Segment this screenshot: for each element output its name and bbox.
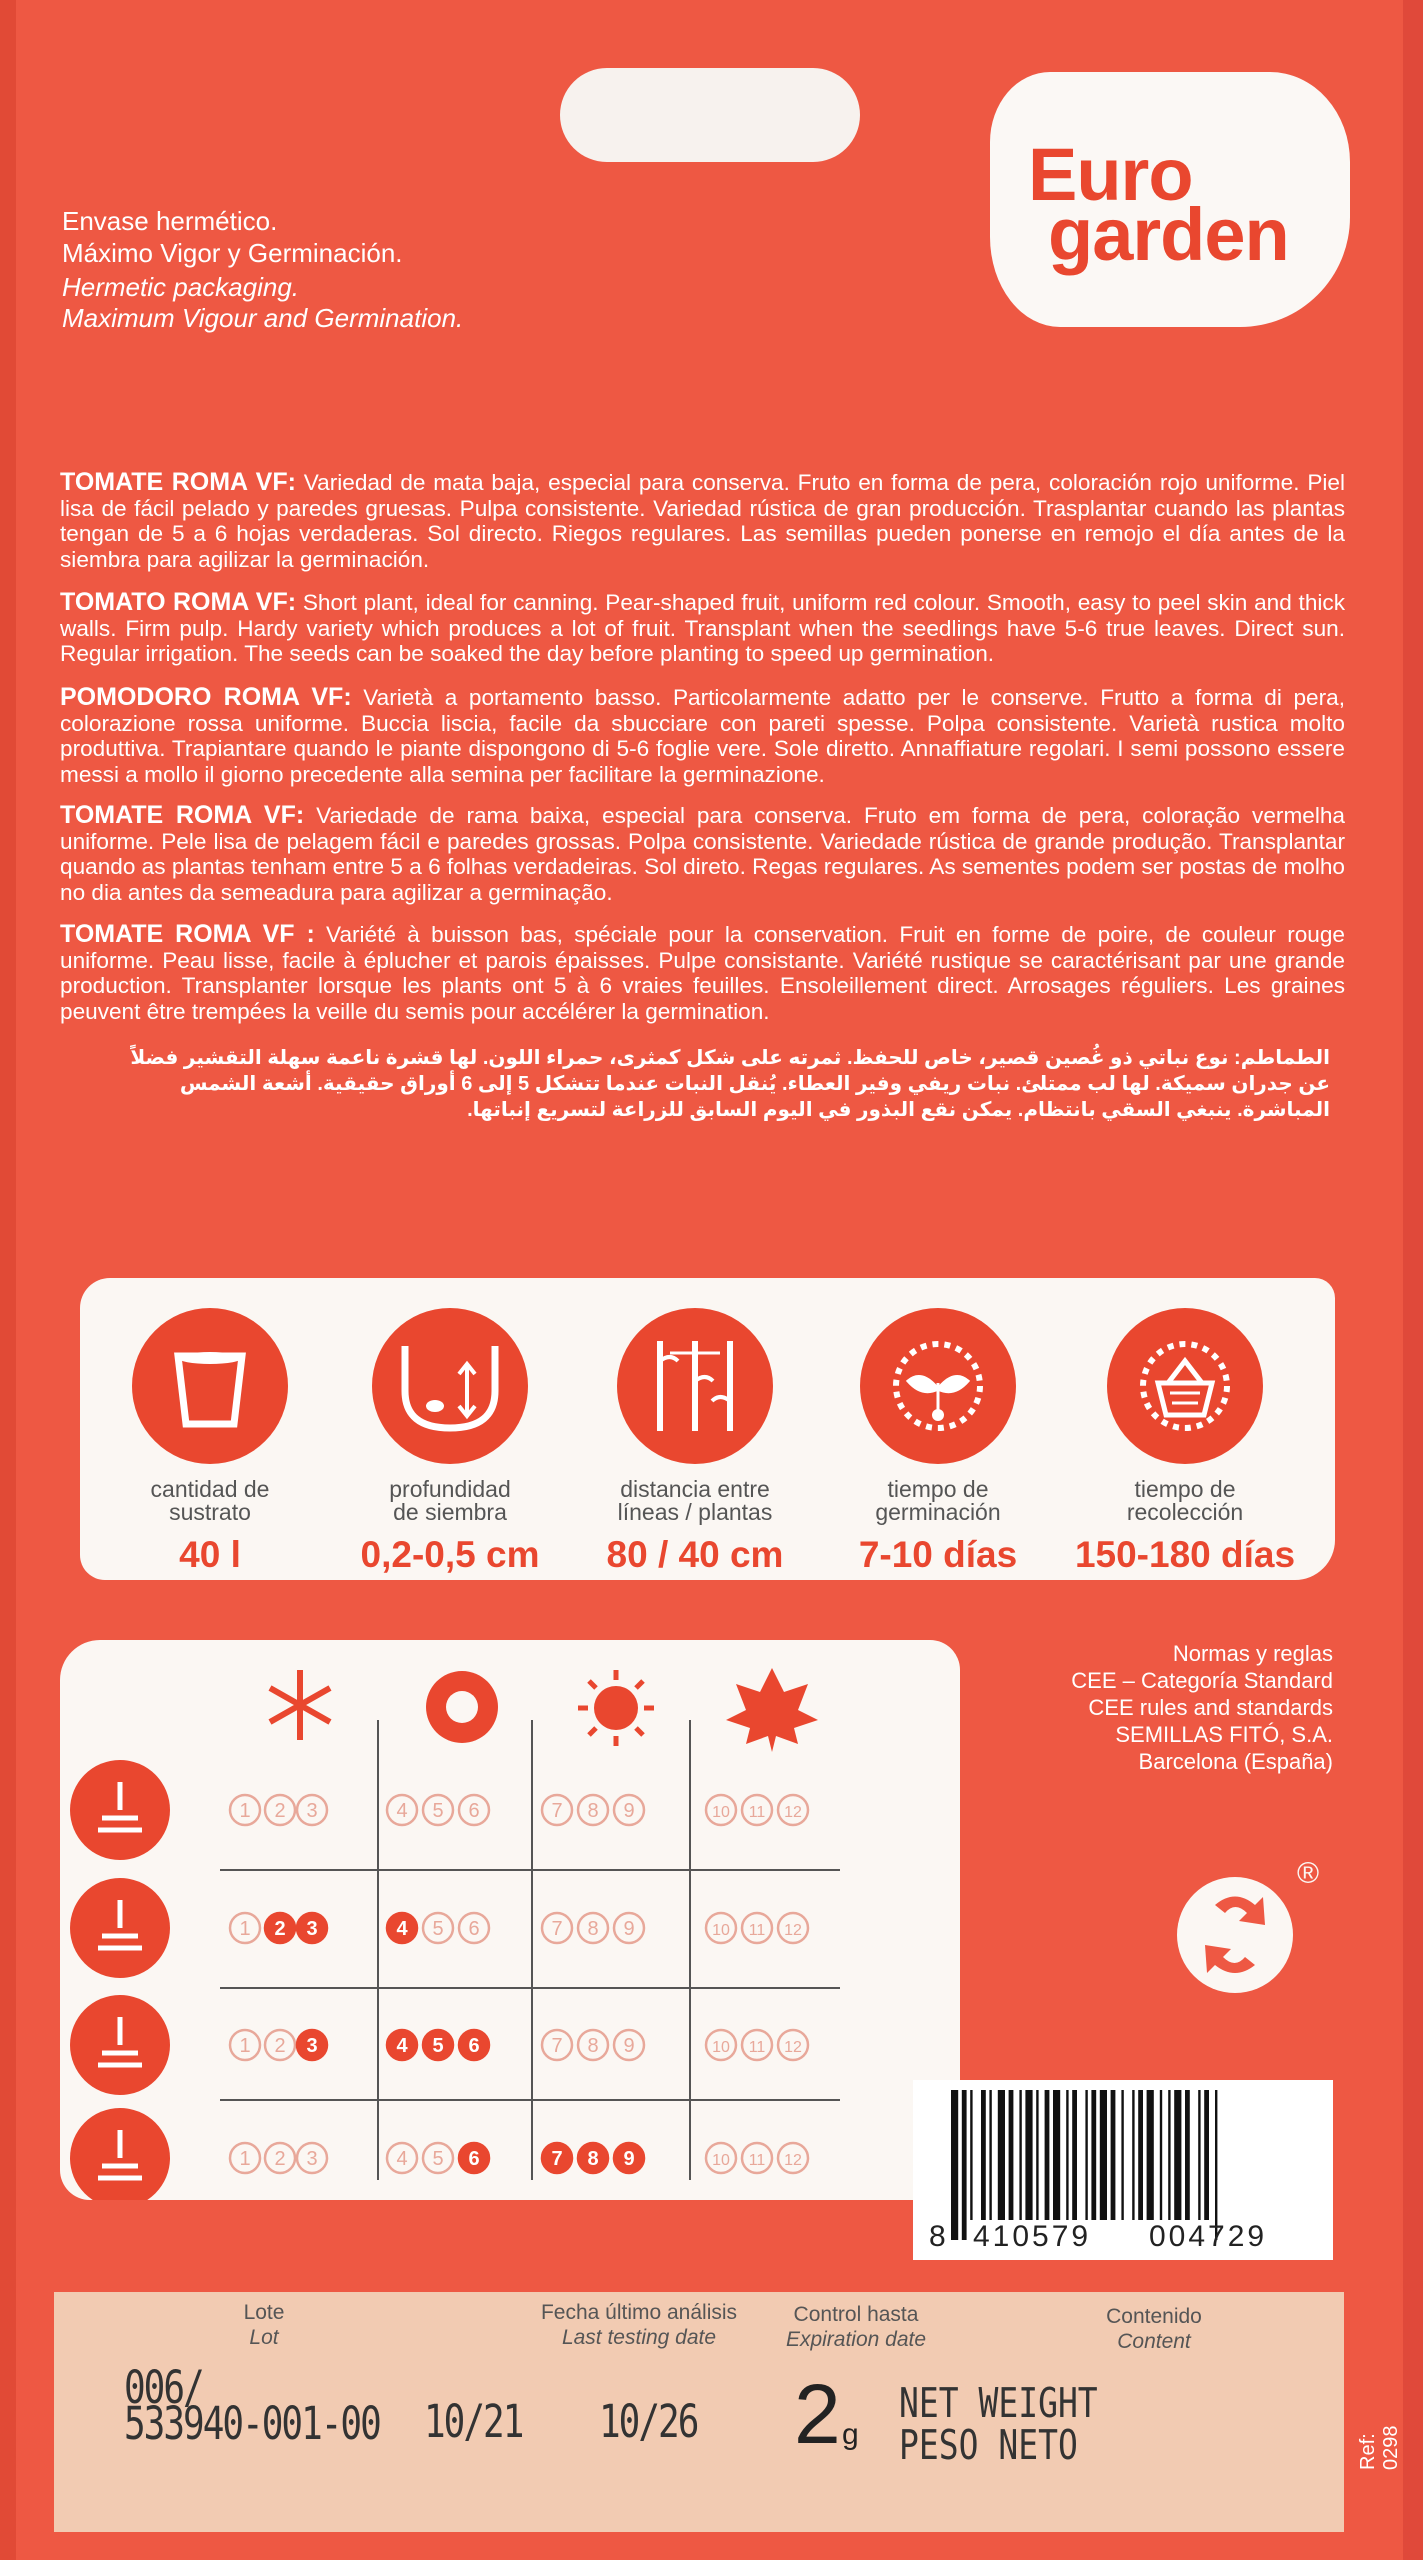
month-cell xyxy=(706,1913,736,1943)
month-number: 1 xyxy=(239,1918,251,1940)
month-cell xyxy=(778,1795,808,1825)
info-germination xyxy=(818,1308,1058,1576)
month-number: 1 xyxy=(239,2035,251,2057)
winter-snowflake-icon xyxy=(270,1670,330,1740)
description-title: TOMATE ROMA VF: xyxy=(60,468,296,496)
month-cell xyxy=(542,2030,572,2060)
description-text: Variedade de rama baixa, especial para conserva. Fruto em forma de pera, coloração vermelha uniforme. Pele lisa de pelagem fácil e paredes grossas. Polpa consistente. Variedade rústica de grande produção. Transplantar quando as plantas tenham entre 5 a 6 folhas verdadeiras. Sol direto. Regas regulares. As sementes podem ser postas de molho no dia antes da semeadura para agilizar a germinação. xyxy=(60,803,1345,905)
barcode-bar xyxy=(1132,2090,1134,2220)
barcode-bar xyxy=(1053,2090,1060,2220)
info-value: 7-10 días xyxy=(858,1534,1018,1575)
barcode-bar xyxy=(962,2090,967,2240)
info-label: de siembra xyxy=(393,1499,507,1525)
month-number: 7 xyxy=(551,2035,563,2057)
month-cell xyxy=(614,2030,644,2060)
barcode-bar xyxy=(1215,2090,1217,2240)
norms-line: CEE rules and standards xyxy=(1088,1695,1333,1720)
barcode-bar xyxy=(1174,2090,1181,2220)
barcode-bar xyxy=(1072,2090,1077,2220)
content-label-en: Content xyxy=(1117,2330,1191,2353)
info-label: tiempo de xyxy=(887,1476,989,1502)
month-number: 1 xyxy=(239,1800,251,1822)
info-value: 40 l xyxy=(179,1534,241,1575)
barcode-bar xyxy=(1045,2090,1050,2220)
norms-line: Normas y reglas xyxy=(1172,1641,1333,1666)
month-number: 9 xyxy=(623,1918,635,1940)
depth-icon xyxy=(372,1308,528,1464)
month-cell xyxy=(265,1913,295,1943)
month-cell xyxy=(423,2143,453,2173)
month-cell xyxy=(778,2143,808,2173)
lot-number-line1: 006/ xyxy=(124,2362,203,2414)
info-harvest xyxy=(1065,1308,1305,1576)
header-en-2: Maximum Vigour and Germination. xyxy=(62,303,464,333)
spring-flower-icon xyxy=(426,1671,498,1743)
month-number: 6 xyxy=(468,2035,480,2057)
month-number: 10 xyxy=(712,2039,730,2056)
month-number: 4 xyxy=(396,1918,408,1940)
info-label: distancia entre xyxy=(620,1476,770,1502)
month-cell xyxy=(578,2143,608,2173)
barcode-bar xyxy=(970,2090,972,2220)
norms-line: Barcelona (España) xyxy=(1138,1749,1333,1774)
month-cell xyxy=(265,2143,295,2173)
calendar-grid xyxy=(60,1640,960,2200)
barcode-bar xyxy=(1025,2090,1032,2220)
description-ar: الطماطم: نوع نباتي ذو غُصين قصير، خاص للحفظ. ثمرته على شكل كمثرى، حمراء اللون. لها قشرة ناعمة سهلة التقشير فضلاً عن جدران سميكة. لها لب ممتلئ. نبات ريفي وفير العطاء. يُنقل النبات عندما تتشكل 5 إلى 6 أوراق حقيقية. أشعة الشمس المباشرة. ينبغي السقي بانتظام. يمكن نقع البذور في اليوم السابق للزراعة لتسريع إنباتها. xyxy=(130,1047,1330,1121)
month-cell xyxy=(459,2143,489,2173)
description-fr xyxy=(60,922,1345,1024)
month-cell xyxy=(578,1913,608,1943)
barcode-bar xyxy=(1091,2090,1096,2220)
month-number: 4 xyxy=(396,1800,408,1822)
month-number: 9 xyxy=(623,1800,635,1822)
barcode-bar xyxy=(1204,2090,1209,2220)
barcode-digits-right: 004729 xyxy=(1149,2220,1268,2253)
month-number: 12 xyxy=(784,2039,802,2056)
info-spacing xyxy=(575,1308,815,1576)
month-cell xyxy=(387,1913,417,1943)
expiration-label-es: Control hasta xyxy=(793,2303,919,2326)
barcode-bar xyxy=(1168,2090,1170,2220)
month-number: 6 xyxy=(468,1800,480,1822)
description-text: Variété à buisson bas, spéciale pour la conservation. Fruit en forme de poire, de couleur rouge uniforme. Peau lisse, facile à éplucher et parois épaisses. Pulpe consistante. Variété rustique se caractérisant par une grande production. Transplanter lorsque les plants ont 5 à 6 vraies feuilles. Ensoleillement direct. Arrosages réguliers. Les graines peuvent être trempées la veille du semis pour accélérer la germination. xyxy=(60,922,1345,1024)
harvest-basket-icon xyxy=(70,2108,170,2200)
month-number: 4 xyxy=(396,2148,408,2170)
month-number: 3 xyxy=(306,1800,318,1822)
month-number: 9 xyxy=(623,2148,635,2170)
month-cell xyxy=(778,2030,808,2060)
transplant-icon xyxy=(70,1995,170,2095)
barcode-bar xyxy=(1138,2090,1143,2220)
logo-line1: Euro xyxy=(1028,133,1193,216)
month-number: 5 xyxy=(432,2148,444,2170)
testing-date-label-es: Fecha último análisis xyxy=(540,2301,738,2324)
month-cell xyxy=(614,2143,644,2173)
month-number: 8 xyxy=(587,2148,599,2170)
description-title: TOMATO ROMA VF: xyxy=(60,588,297,616)
month-number: 11 xyxy=(748,1804,766,1821)
month-cell xyxy=(297,1913,327,1943)
month-cell xyxy=(706,2143,736,2173)
right-seam xyxy=(1403,0,1423,2560)
month-number: 1 xyxy=(239,2148,251,2170)
month-cell xyxy=(542,2143,572,2173)
header-es-1: Envase hermético. xyxy=(62,206,278,236)
month-number: 8 xyxy=(587,1918,599,1940)
month-number: 3 xyxy=(306,2035,318,2057)
month-number: 5 xyxy=(432,2035,444,2057)
month-number: 10 xyxy=(712,2152,730,2169)
month-number: 9 xyxy=(623,2035,635,2057)
info-label: tiempo de xyxy=(1134,1476,1236,1502)
reference-code: Ref: 0298 xyxy=(1357,2425,1402,2470)
description-title: TOMATE ROMA VF: xyxy=(60,801,305,829)
norms-line: SEMILLAS FITÓ, S.A. xyxy=(1115,1722,1333,1747)
month-number: 7 xyxy=(551,2148,563,2170)
month-number: 11 xyxy=(748,2152,766,2169)
month-cell xyxy=(542,1795,572,1825)
month-number: 2 xyxy=(274,2035,286,2057)
description-text: Variedad de mata baja, especial para conserva. Fruto en forma de pera, coloración rojo uniforme. Piel lisa de fácil pelado y paredes gruesas. Pulpa consistente. Variedad rústica de gran producción. Trasplantar cuando las plantas tengan de 5 a 6 hojas verdaderas. Sol directo. Riegos regulares. Las semillas pueden ponerse en remojo el día antes de la siembra para agilizar la germinación. xyxy=(60,470,1345,572)
month-number: 10 xyxy=(712,1804,730,1821)
sowing-calendar xyxy=(60,1640,960,2200)
month-number: 8 xyxy=(587,2035,599,2057)
barcode-bar xyxy=(1036,2090,1038,2220)
barcode-bar xyxy=(981,2090,986,2220)
content-label xyxy=(1064,2304,1244,2354)
month-number: 11 xyxy=(748,2039,766,2056)
harvest-icon xyxy=(1107,1308,1263,1464)
seedbed-sowing-icon xyxy=(70,1878,170,1978)
month-number: 3 xyxy=(306,2148,318,2170)
month-number: 2 xyxy=(274,2148,286,2170)
month-cell xyxy=(230,1913,260,1943)
description-es xyxy=(60,470,1345,572)
month-cell xyxy=(742,2030,772,2060)
month-number: 12 xyxy=(784,2152,802,2169)
info-label: sustrato xyxy=(169,1499,251,1525)
barcode-bar xyxy=(1100,2090,1107,2220)
barcode-digit-prefix: 8 xyxy=(929,2220,946,2253)
spacing-icon xyxy=(617,1308,773,1464)
info-value: 150-180 días xyxy=(1074,1534,1296,1575)
month-number: 7 xyxy=(551,1800,563,1822)
net-weight-en: NET WEIGHT xyxy=(899,2378,1098,2427)
month-cell xyxy=(230,1795,260,1825)
content-label-es: Contenido xyxy=(1106,2305,1202,2328)
month-cell xyxy=(614,1913,644,1943)
weight-unit: g xyxy=(842,2418,859,2451)
info-label: profundidad xyxy=(389,1476,511,1502)
testing-date-label xyxy=(504,2300,774,2350)
header-es-2: Máximo Vigor y Germinación. xyxy=(62,238,403,268)
month-cell xyxy=(542,1913,572,1943)
testing-date-label-en: Last testing date xyxy=(561,2326,717,2349)
autumn-leaf-icon xyxy=(726,1668,818,1752)
month-number: 6 xyxy=(468,2148,480,2170)
logo-line2: garden xyxy=(1048,193,1289,276)
barcode-bar xyxy=(1111,2090,1116,2220)
info-depth xyxy=(330,1308,570,1576)
growing-info-band xyxy=(80,1278,1335,1580)
summer-sun-icon xyxy=(578,1670,654,1746)
barcode-bar xyxy=(1185,2090,1190,2220)
month-cell xyxy=(614,1795,644,1825)
month-cell xyxy=(387,2030,417,2060)
description-text: Short plant, ideal for canning. Pear-shaped fruit, uniform red colour. Smooth, easy to peel skin and thick walls. Firm pulp. Hardy variety which produces a lot of fruit. Transplant when the seedlings have 5-6 true leaves. Direct sun. Regular irrigation. The seeds can be soaked the day before planting to speed up germination. xyxy=(60,590,1345,666)
description-it xyxy=(60,685,1345,787)
description-pt xyxy=(60,803,1345,905)
barcode-bar xyxy=(1066,2090,1068,2220)
expiration-label-en: Expiration date xyxy=(785,2328,927,2351)
lot-label xyxy=(204,2300,324,2350)
lot-strip xyxy=(54,2292,1344,2532)
info-label: recolección xyxy=(1126,1499,1244,1525)
eurogarden-logo xyxy=(990,72,1350,327)
month-cell xyxy=(459,2030,489,2060)
barcode-bar xyxy=(1085,2090,1087,2220)
month-cell xyxy=(387,1795,417,1825)
month-cell xyxy=(578,1795,608,1825)
barcode-bar xyxy=(1009,2090,1014,2220)
month-cell xyxy=(230,2143,260,2173)
lot-label-en: Lot xyxy=(249,2326,279,2349)
lot-label-es: Lote xyxy=(243,2301,285,2324)
barcode-bar xyxy=(1147,2090,1154,2220)
net-weight-es: PESO NETO xyxy=(899,2420,1078,2469)
barcode-bar xyxy=(1160,2090,1162,2220)
expiration-date-value: 10/26 xyxy=(599,2396,698,2448)
month-number: 8 xyxy=(587,1800,599,1822)
month-number: 4 xyxy=(396,2035,408,2057)
description-text: Varietà a portamento basso. Particolarmente adatto per le conserve. Frutto a forma di pera, colorazione rossa uniforme. Buccia liscia, facile da sbucciare con pareti spesse. Polpa consistente. Varietà rustica molto produttiva. Trapiantare quando le piante dispongono di 5-6 foglie vere. Sole diretto. Annaffiature regolari. I semi possono essere messi a mollo il giorno precedente alla semina per facilitare la germinazione. xyxy=(60,685,1345,787)
month-cell xyxy=(387,2143,417,2173)
description-title: TOMATE ROMA VF : xyxy=(60,920,315,948)
month-cell xyxy=(423,1795,453,1825)
info-value: 0,2-0,5 cm xyxy=(360,1534,540,1575)
test-date-value: 10/21 xyxy=(424,2396,523,2448)
description-en xyxy=(60,590,1345,667)
month-cell xyxy=(742,1913,772,1943)
description-title: POMODORO ROMA VF: xyxy=(60,683,352,711)
month-cell xyxy=(265,1795,295,1825)
registered-mark: ® xyxy=(1297,1857,1320,1890)
barcode-bar xyxy=(1019,2090,1021,2220)
weight-number: 2 xyxy=(794,2367,841,2461)
germination-icon xyxy=(860,1308,1016,1464)
barcode-bar xyxy=(989,2090,991,2220)
left-seam xyxy=(0,0,16,2560)
month-cell xyxy=(297,1795,327,1825)
month-cell xyxy=(459,1913,489,1943)
info-label: germinación xyxy=(875,1499,1001,1525)
info-value: 80 / 40 cm xyxy=(606,1534,784,1575)
info-label: líneas / plantas xyxy=(617,1499,773,1525)
direct-sowing-icon xyxy=(70,1760,170,1860)
month-cell xyxy=(706,2030,736,2060)
month-number: 2 xyxy=(274,1918,286,1940)
month-cell xyxy=(265,2030,295,2060)
month-cell xyxy=(423,1913,453,1943)
month-cell xyxy=(778,1913,808,1943)
expiration-label xyxy=(756,2302,956,2352)
barcode-bar xyxy=(998,2090,1005,2220)
barcode xyxy=(913,2080,1333,2260)
norms-block xyxy=(933,1640,1333,1775)
hang-hole xyxy=(560,68,860,162)
month-cell xyxy=(706,1795,736,1825)
barcode-bar xyxy=(951,2090,958,2240)
month-number: 12 xyxy=(784,1922,802,1939)
month-number: 6 xyxy=(468,1918,480,1940)
norms-line: CEE – Categoría Standard xyxy=(1071,1668,1333,1693)
month-number: 10 xyxy=(712,1922,730,1939)
month-number: 5 xyxy=(432,1918,444,1940)
month-cell xyxy=(742,1795,772,1825)
lot-number-line2: 533940-001-00 xyxy=(124,2398,380,2450)
header-en-1: Hermetic packaging. xyxy=(62,272,299,302)
info-label: cantidad de xyxy=(150,1476,270,1502)
month-number: 12 xyxy=(784,1804,802,1821)
month-cell xyxy=(742,2143,772,2173)
info-substrate xyxy=(90,1308,330,1576)
month-cell xyxy=(297,2030,327,2060)
month-cell xyxy=(297,2143,327,2173)
month-cell xyxy=(459,1795,489,1825)
month-number: 3 xyxy=(306,1918,318,1940)
recycle-icon xyxy=(1175,1857,1320,2003)
pot-icon xyxy=(132,1308,288,1464)
month-cell xyxy=(230,2030,260,2060)
month-number: 2 xyxy=(274,1800,286,1822)
month-number: 7 xyxy=(551,1918,563,1940)
month-number: 5 xyxy=(432,1800,444,1822)
barcode-bar xyxy=(1198,2090,1200,2220)
barcode-bar xyxy=(1121,2090,1123,2220)
month-number: 11 xyxy=(748,1922,766,1939)
month-cell xyxy=(423,2030,453,2060)
month-cell xyxy=(578,2030,608,2060)
barcode-digits-left: 410579 xyxy=(973,2220,1092,2253)
